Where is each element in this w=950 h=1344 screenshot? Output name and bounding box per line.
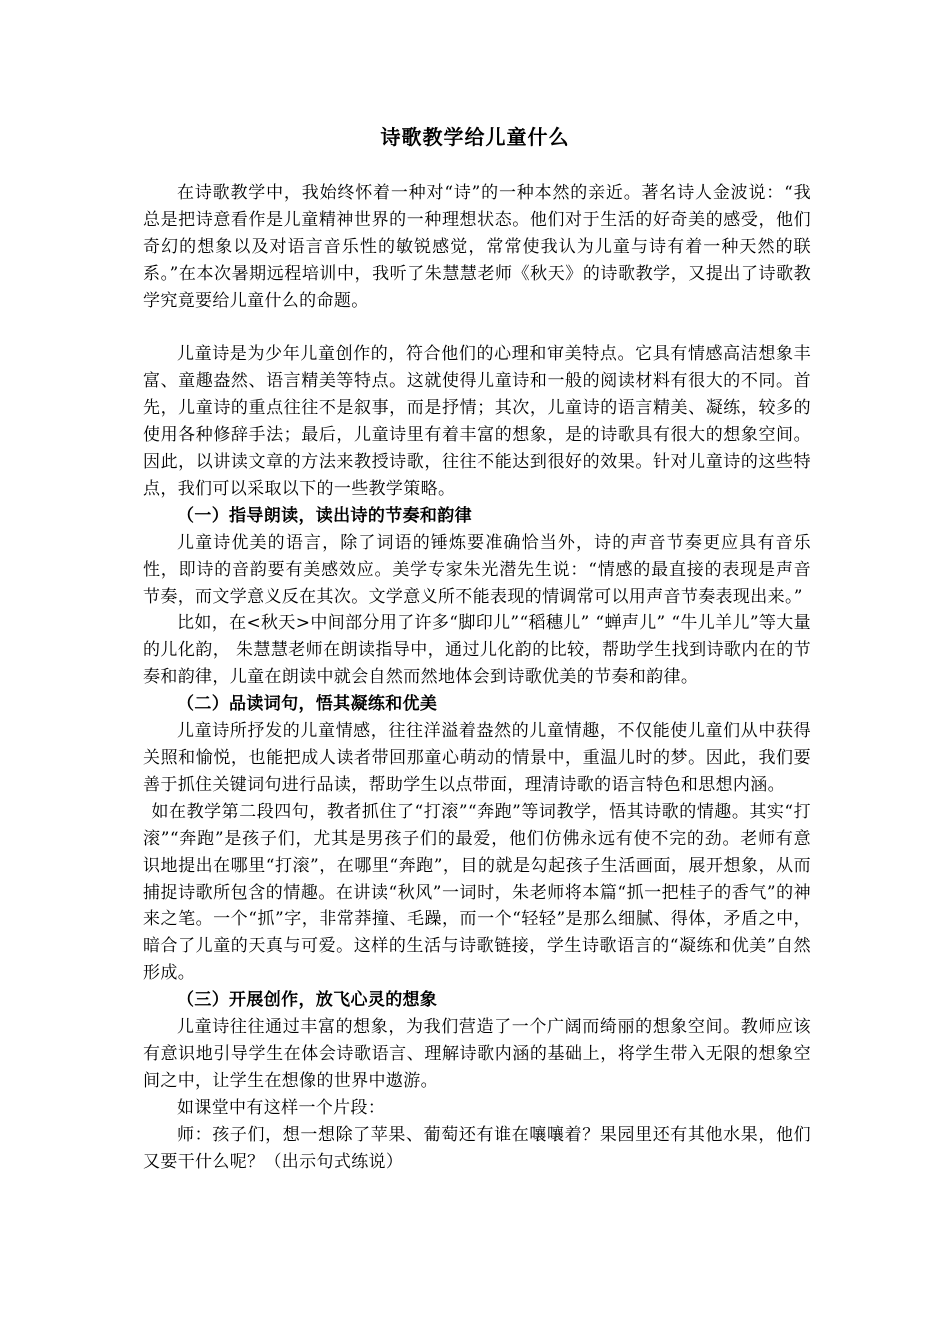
- paragraph-words-1: 儿童诗所抒发的儿童情感，往往洋溢着盎然的儿童情趣，不仅能使儿童们从中获得关照和愉悦，也能把成人读者带回那童心萌动的情景中，重温儿时的梦。因此，我们要善于抓住关键词句进行品读，帮助学生以点带面，理清诗歌的语言特色和思想内涵。: [143, 721, 811, 795]
- section-heading-2: （二）品读词句，悟其凝练和优美: [177, 694, 438, 715]
- paragraph-imagination-3: 师：孩子们，想一想除了苹果、葡萄还有谁在嚷嚷着？果园里还有其他水果，他们又要干什么呢？（出示句式练说）: [143, 1124, 811, 1172]
- section-heading-1: （一）指导朗读，读出诗的节奏和韵律: [177, 505, 472, 526]
- document-body: [143, 180, 811, 1176]
- document-title: 诗歌教学给儿童什么: [380, 125, 570, 149]
- paragraph-reading-1: 儿童诗优美的语言，除了词语的锤炼要准确恰当外，诗的声音节奏更应具有音乐性，即诗的音韵要有美感效应。美学专家朱光潜先生说：“情感的最直接的表现是声音节奏，而文学意义反在其次。文学意义所不能表现的情调常可以用声音节奏表现出来。”: [143, 532, 811, 607]
- paragraph-imagination-2: 如课堂中有这样一个片段：: [177, 1097, 386, 1118]
- paragraph-words-2: 如在教学第二段四句，教者抓住了“打滚”“奔跑”等词教学，悟其诗歌的情趣。其实“打滚”“奔跑”是孩子们，尤其是男孩子们的最爱，他们仿佛永远有使不完的劲。老师有意识地提出在哪里“打滚”，在哪里“奔跑”，目的就是勾起孩子生活画面，展开想象，从而捕捉诗歌所包含的情趣。在讲读“秋风”一词时，朱老师将本篇“抓一把桂子的香气”的神来之笔。一个“抓”字，非常莽撞、毛躁，而一个“轻轻”是那么细腻、得体，矛盾之中，暗合了儿童的天真与可爱。这样的生活与诗歌链接，学生诗歌语言的“凝练和优美”自然形成。: [143, 801, 811, 984]
- paragraph-reading-2: 比如，在<秋天>中间部分用了许多“脚印儿”“稻穗儿” “蝉声儿” “牛儿羊儿”等大量的儿化韵， 朱慧慧老师在朗读指导中，通过儿化韵的比较，帮助学生找到诗歌内在的节奏和韵律，儿童在朗读中就会自然而然地体会到诗歌优美的节奏和韵律。: [143, 613, 811, 688]
- section-heading-3: （三）开展创作，放飞心灵的想象: [177, 990, 438, 1011]
- paragraph-imagination-1: 儿童诗往往通过丰富的想象，为我们营造了一个广阔而绮丽的想象空间。教师应该有意识地引导学生在体会诗歌语言、理解诗歌内涵的基础上，将学生带入无限的想象空间之中，让学生在想像的世界中遨游。: [143, 1017, 811, 1091]
- paragraph-intro: 在诗歌教学中，我始终怀着一种对“诗”的一种本然的亲近。著名诗人金波说：“我总是把诗意看作是儿童精神世界的一种理想状态。他们对于生活的好奇美的感受，他们奇幻的想象以及对语言音乐性的敏锐感觉，常常使我认为儿童与诗有着一种天然的联系。”在本次暑期远程培训中，我听了朱慧慧老师《秋天》的诗歌教学，又提出了诗歌教学究竟要给儿童什么的命题。: [143, 183, 811, 311]
- paragraph-features: 儿童诗是为少年儿童创作的，符合他们的心理和审美特点。它具有情感高洁想象丰富、童趣盎然、语言精美等特点。这就使得儿童诗和一般的阅读材料有很大的不同。首先，儿童诗的重点往往不是叙事，而是抒情；其次，儿童诗的语言精美、凝练，较多的使用各种修辞手法；最后，儿童诗里有着丰富的想象，是的诗歌具有很大的想象空间。因此，以讲读文章的方法来教授诗歌，往往不能达到很好的效果。针对儿童诗的这些特点，我们可以采取以下的一些教学策略。: [143, 344, 811, 499]
